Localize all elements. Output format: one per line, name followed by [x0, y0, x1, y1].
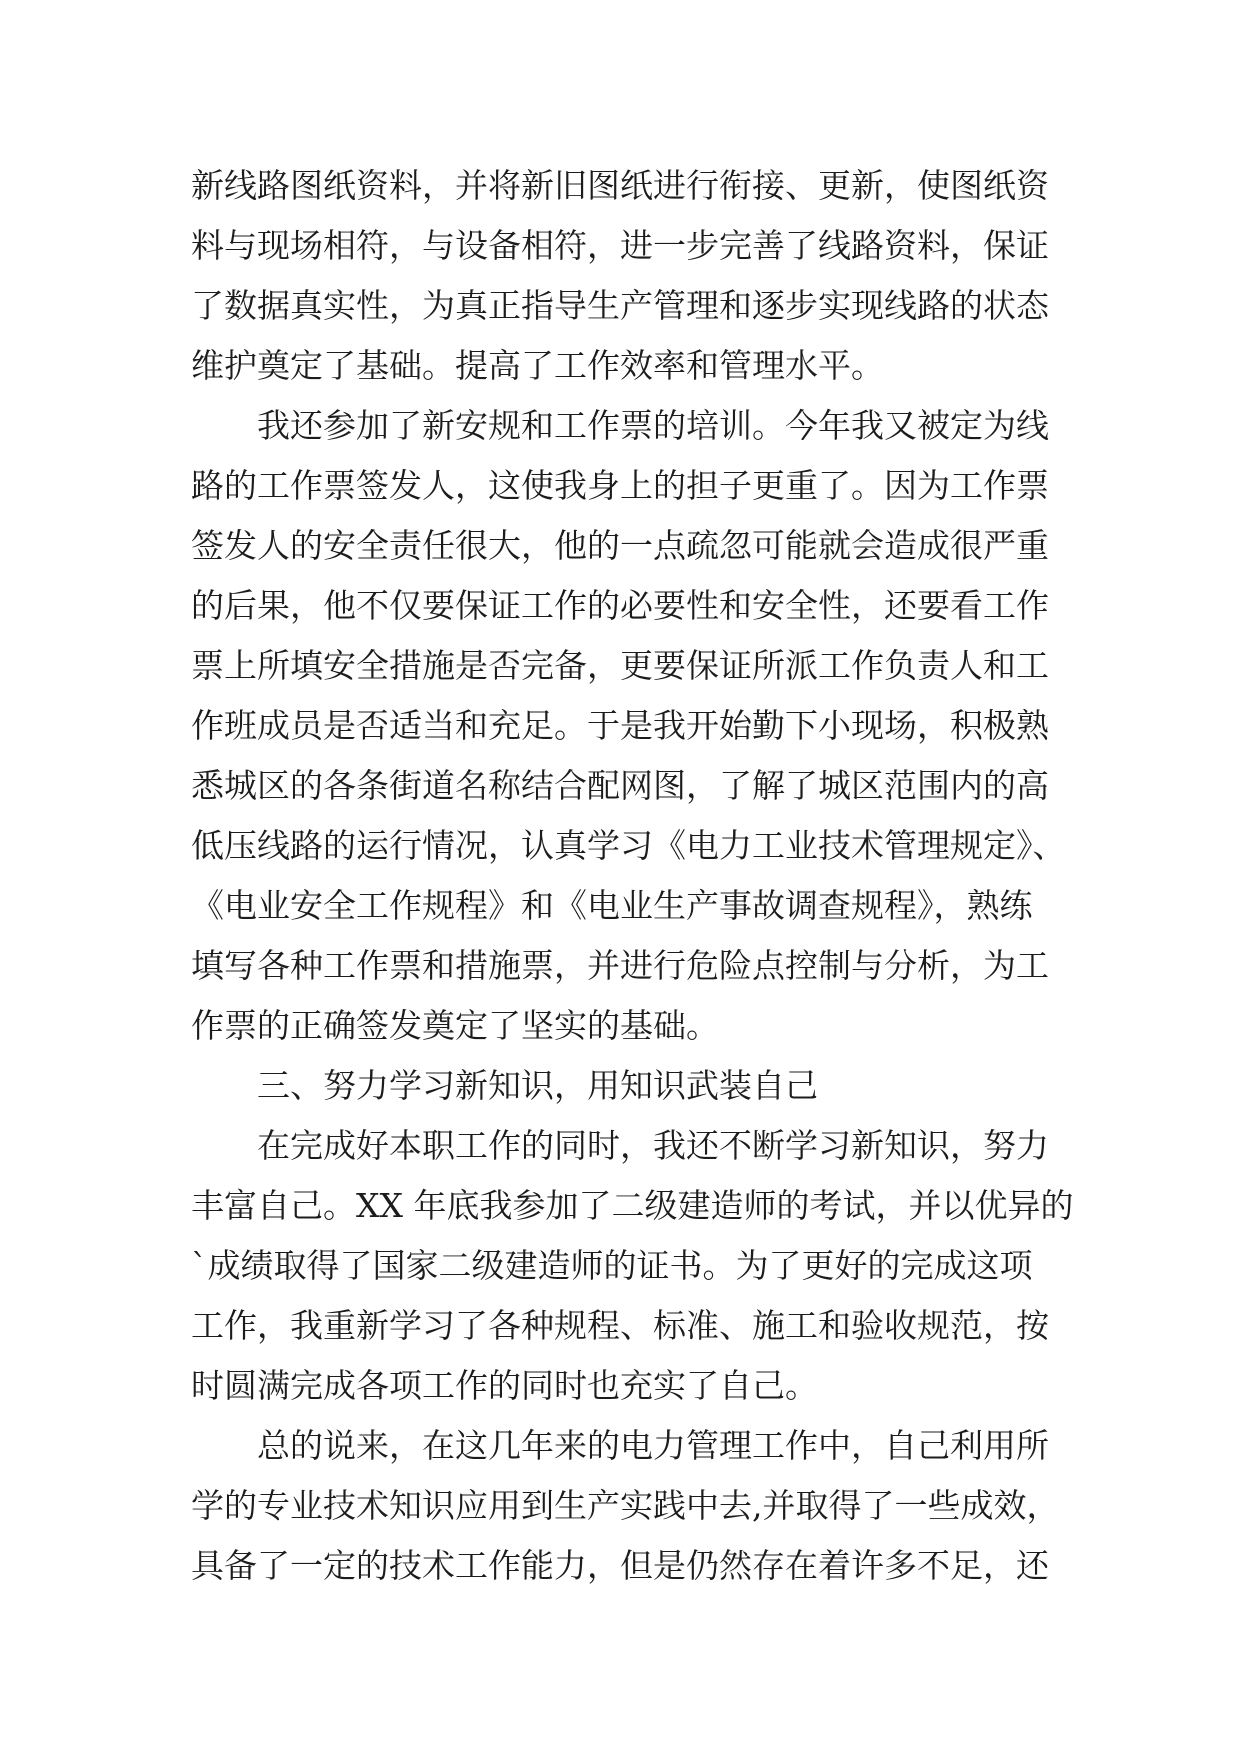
text-line: 总的说来，在这几年来的电力管理工作中，自己利用所	[257, 1426, 1049, 1465]
text-line: 学的专业技术知识应用到生产实践中去,并取得了一些成效，	[191, 1486, 1060, 1525]
text-line: 作班成员是否适当和充足。于是我开始勤下小现场，积极熟	[191, 706, 1049, 745]
text-line: 的后果，他不仅要保证工作的必要性和安全性，还要看工作	[191, 586, 1049, 625]
text-line: 料与现场相符，与设备相符，进一步完善了线路资料，保证	[191, 226, 1049, 265]
text-line: 新线路图纸资料，并将新旧图纸进行衔接、更新，使图纸资	[191, 166, 1049, 205]
text-line: 我还参加了新安规和工作票的培训。今年我又被定为线	[257, 406, 1049, 445]
text-line: 低压线路的运行情况，认真学习《电力工业技术管理规定》、	[191, 826, 1066, 865]
text-line: 时圆满完成各项工作的同时也充实了自己。	[191, 1366, 818, 1405]
text-line: 《电业安全工作规程》和《电业生产事故调查规程》，熟练	[191, 886, 1033, 925]
text-line: `成绩取得了国家二级建造师的证书。为了更好的完成这项	[191, 1246, 1033, 1285]
section-heading-text: 三、努力学习新知识，用知识武装自己	[257, 1066, 818, 1105]
section-heading	[191, 1056, 1071, 1116]
text-line: 在完成好本职工作的同时，我还不断学习新知识，努力	[257, 1126, 1049, 1165]
document-body	[191, 156, 1074, 1596]
paragraph	[191, 1416, 1071, 1596]
text-line: 维护奠定了基础。提高了工作效率和管理水平。	[191, 346, 884, 385]
text-line: 丰富自己。XX 年底我参加了二级建造师的考试，并以优异的	[191, 1186, 1074, 1225]
text-line: 具备了一定的技术工作能力，但是仍然存在着许多不足，还	[191, 1546, 1049, 1585]
paragraph	[191, 396, 1071, 1056]
text-line: 悉城区的各条街道名称结合配网图，了解了城区范围内的高	[191, 766, 1049, 805]
text-line: 工作，我重新学习了各种规程、标准、施工和验收规范，按	[191, 1306, 1049, 1345]
text-line: 填写各种工作票和措施票，并进行危险点控制与分析，为工	[191, 946, 1049, 985]
text-line: 了数据真实性，为真正指导生产管理和逐步实现线路的状态	[191, 286, 1049, 325]
text-line: 作票的正确签发奠定了坚实的基础。	[191, 1006, 719, 1045]
paragraph	[191, 156, 1071, 396]
paragraph	[191, 1116, 1074, 1416]
text-line: 路的工作票签发人，这使我身上的担子更重了。因为工作票	[191, 466, 1049, 505]
text-line: 签发人的安全责任很大，他的一点疏忽可能就会造成很严重	[191, 526, 1049, 565]
text-line: 票上所填安全措施是否完备，更要保证所派工作负责人和工	[191, 646, 1049, 685]
